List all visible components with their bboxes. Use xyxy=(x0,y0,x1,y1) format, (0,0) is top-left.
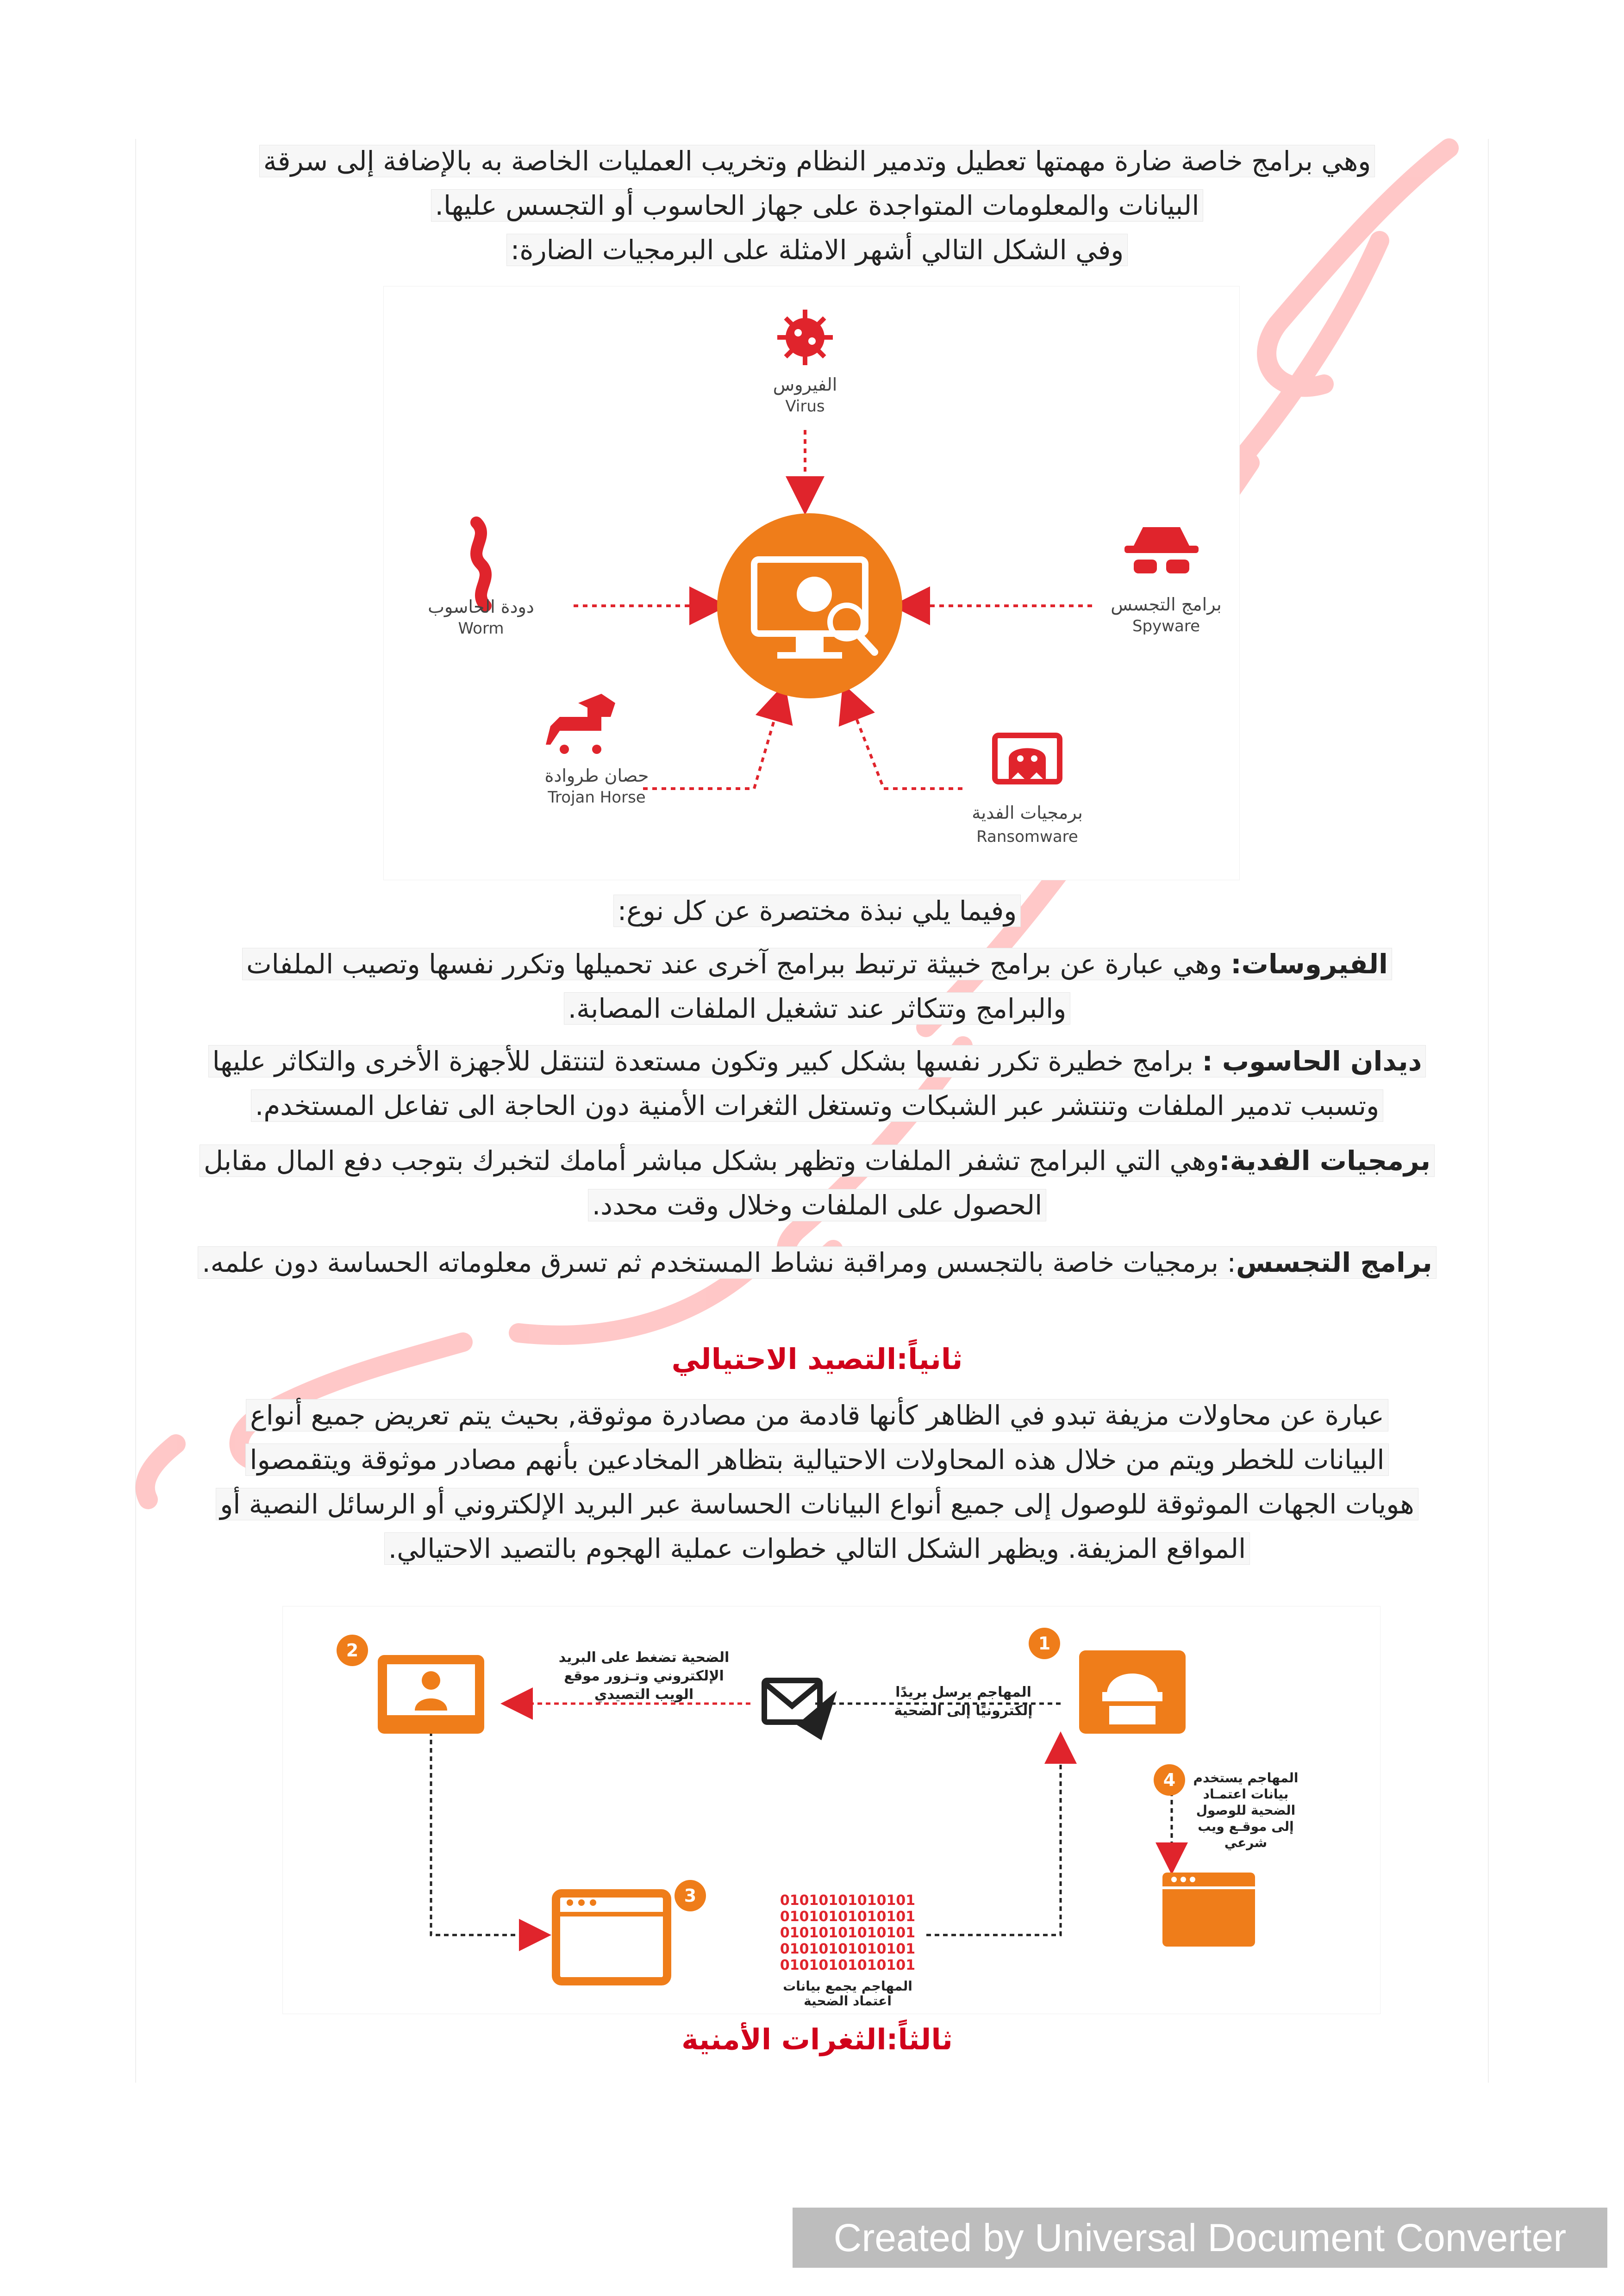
term-viruses: الفيروسات: xyxy=(1230,948,1388,980)
virus-icon xyxy=(777,310,833,365)
step-4-number: 4 xyxy=(1163,1770,1176,1790)
definition-spyware xyxy=(153,1240,1481,1285)
step-4-line-3: الضحية للوصول xyxy=(1196,1803,1296,1818)
binary-line-2: 01010101010101 xyxy=(780,1909,916,1925)
step-4-line-2: بيانات اعتمـاد xyxy=(1203,1786,1289,1802)
term-worms: ديدان الحاسوب : xyxy=(1202,1045,1422,1077)
step-1-line-1: المهاجم يرسل بريدًا xyxy=(895,1684,1031,1700)
term-spyware: برامج التجسس xyxy=(1236,1247,1432,1278)
worm-label-ar: دودة الحاسوب xyxy=(428,597,534,617)
legitimate-website-icon xyxy=(1162,1873,1255,1947)
binary-line-3: 01010101010101 xyxy=(780,1925,916,1941)
step-3-line-1: المهاجم يجمع بيانات xyxy=(783,1979,912,1994)
phishing-line-2: البيانات للخطر ويتم من خلال هذه المحاولات الاحتيالية بتظاهر المخادعين بأنهم مصادر موثوقة ويتقمصوا xyxy=(245,1444,1388,1476)
spyware-line-1: : برمجيات خاصة بالتجسس ومراقبة نشاط المستخدم ثم تسرق معلوماته الحساسة دون علمه. xyxy=(202,1247,1236,1278)
spyware-label-en: Spyware xyxy=(1132,617,1200,635)
trojan-label-en: Trojan Horse xyxy=(548,788,646,807)
worms-line-2: وتسبب تدمير الملفات وتنتشر عبر الشبكات وتستغل الثغرات الأمنية دون الحاجة الى تفاعل المستخدم. xyxy=(251,1089,1383,1122)
spyware-label-ar: برامج التجسس xyxy=(1111,594,1222,615)
phishing-steps-figure xyxy=(282,1606,1380,2014)
section-2-heading: ثانياً:التصيد الاحتيالي xyxy=(671,1342,963,1376)
step-2-line-2: الإلكتروني وتـزور موقع xyxy=(564,1668,724,1684)
phishing-line-1: عبارة عن محاولات مزيفة تبدو في الظاهر كأنها قادمة من مصادرة موثوقة, بحيث يتم تعريض جميع أنواع xyxy=(246,1399,1388,1431)
ransomware-icon xyxy=(995,735,1060,782)
intro-line-3: وفي الشكل التالي أشهر الامثلة على البرمجيات الضارة: xyxy=(506,234,1128,266)
binary-line-1: 01010101010101 xyxy=(780,1892,916,1909)
step-4-line-5: شرعي xyxy=(1224,1835,1268,1850)
worm-icon xyxy=(476,523,486,606)
binary-line-5: 01010101010101 xyxy=(780,1957,916,1973)
ransomware-label-en: Ransomware xyxy=(976,828,1078,846)
email-envelope-icon xyxy=(764,1680,831,1736)
step-1-number: 1 xyxy=(1038,1633,1051,1654)
definition-worms xyxy=(153,1039,1481,1128)
ransomware-label-ar: برمجيات الفدية xyxy=(972,803,1083,823)
intro-paragraph xyxy=(153,139,1481,272)
step-3-line-2: اعتماد الضحية xyxy=(804,1993,892,2009)
step-4-line-4: إلى موقـع ويب xyxy=(1198,1819,1294,1834)
viruses-line-2: والبرامج وتتكاثر عند تشغيل الملفات المصابة. xyxy=(564,992,1071,1025)
step-2-line-3: الويب التصيدي xyxy=(594,1686,694,1703)
worm-label-en: Worm xyxy=(458,619,504,638)
phishing-line-3: هويات الجهات الموثوقة للوصول إلى جميع أنواع البيانات الحساسة عبر البريد الإلكتروني أو الرسائل النصية أو xyxy=(216,1488,1418,1520)
types-intro xyxy=(153,889,1481,933)
phishing-line-4: المواقع المزيفة. ويظهر الشكل التالي خطوات عملية الهجوم بالتصيد الاحتيالي. xyxy=(384,1532,1250,1565)
viruses-line-1: وهي عبارة عن برامج خبيثة ترتبط ببرامج آخرى عند تحميلها وتكرر نفسها وتصيب الملفات xyxy=(246,948,1231,980)
definition-ransomware xyxy=(153,1139,1481,1227)
trojan-label-ar: حصان طروادة xyxy=(544,765,649,786)
arrow-ransomware xyxy=(847,694,962,789)
term-ransomware: برمجيات الفدية: xyxy=(1219,1145,1431,1176)
ransomware-line-1: وهي التي البرامج تشفر الملفات وتظهر بشكل مباشر أمامك لتخبرك بتوجب دفع المال مقابل xyxy=(203,1145,1219,1176)
center-computer-icon xyxy=(717,513,902,698)
ransomware-line-2: الحصول على الملفات وخلال وقت محدد. xyxy=(588,1189,1047,1221)
step-4-line-1: المهاجم يستخدم xyxy=(1193,1770,1299,1786)
step-2-line-1: الضحية تضغط على البريد xyxy=(558,1649,730,1666)
binary-line-4: 01010101010101 xyxy=(780,1941,916,1957)
trojan-horse-icon xyxy=(546,694,615,754)
intro-line-1: وهي برامج خاصة ضارة مهمتها تعطيل وتدمير النظام وتخريب العمليات الخاصة به بالإضافة إلى سرقة xyxy=(259,145,1375,177)
virus-label-en: Virus xyxy=(785,397,825,416)
worms-line-1: برامج خطيرة تكرر نفسها بشكل كبير وتكون مستعدة لتنتقل للأجهزة الأخرى والتكاثر عليها xyxy=(212,1045,1202,1077)
malware-types-figure xyxy=(383,286,1240,880)
definition-viruses xyxy=(153,942,1481,1031)
step-1-line-2: إلكترونيًا إلى الضحية xyxy=(894,1703,1033,1719)
intro-line-2: البيانات والمعلومات المتواجدة على جهاز الحاسوب أو التجسس عليها. xyxy=(431,189,1204,222)
virus-label-ar: الفيروس xyxy=(773,374,837,395)
phishing-website-icon xyxy=(556,1893,667,1981)
spyware-icon xyxy=(1124,527,1199,573)
types-intro-text: وفيما يلي نبذة مختصرة عن كل نوع: xyxy=(613,895,1021,927)
section-3-heading: ثالثاً:الثغرات الأمنية xyxy=(681,2022,953,2056)
converter-footer-banner: Created by Universal Document Converter xyxy=(793,2208,1607,2268)
arrow-trojan xyxy=(643,694,782,789)
step-3-number: 3 xyxy=(684,1885,697,1906)
attacker-icon xyxy=(1079,1650,1186,1734)
phishing-paragraph xyxy=(153,1393,1481,1571)
victim-computer-icon xyxy=(378,1655,484,1734)
step-2-number: 2 xyxy=(346,1640,359,1661)
